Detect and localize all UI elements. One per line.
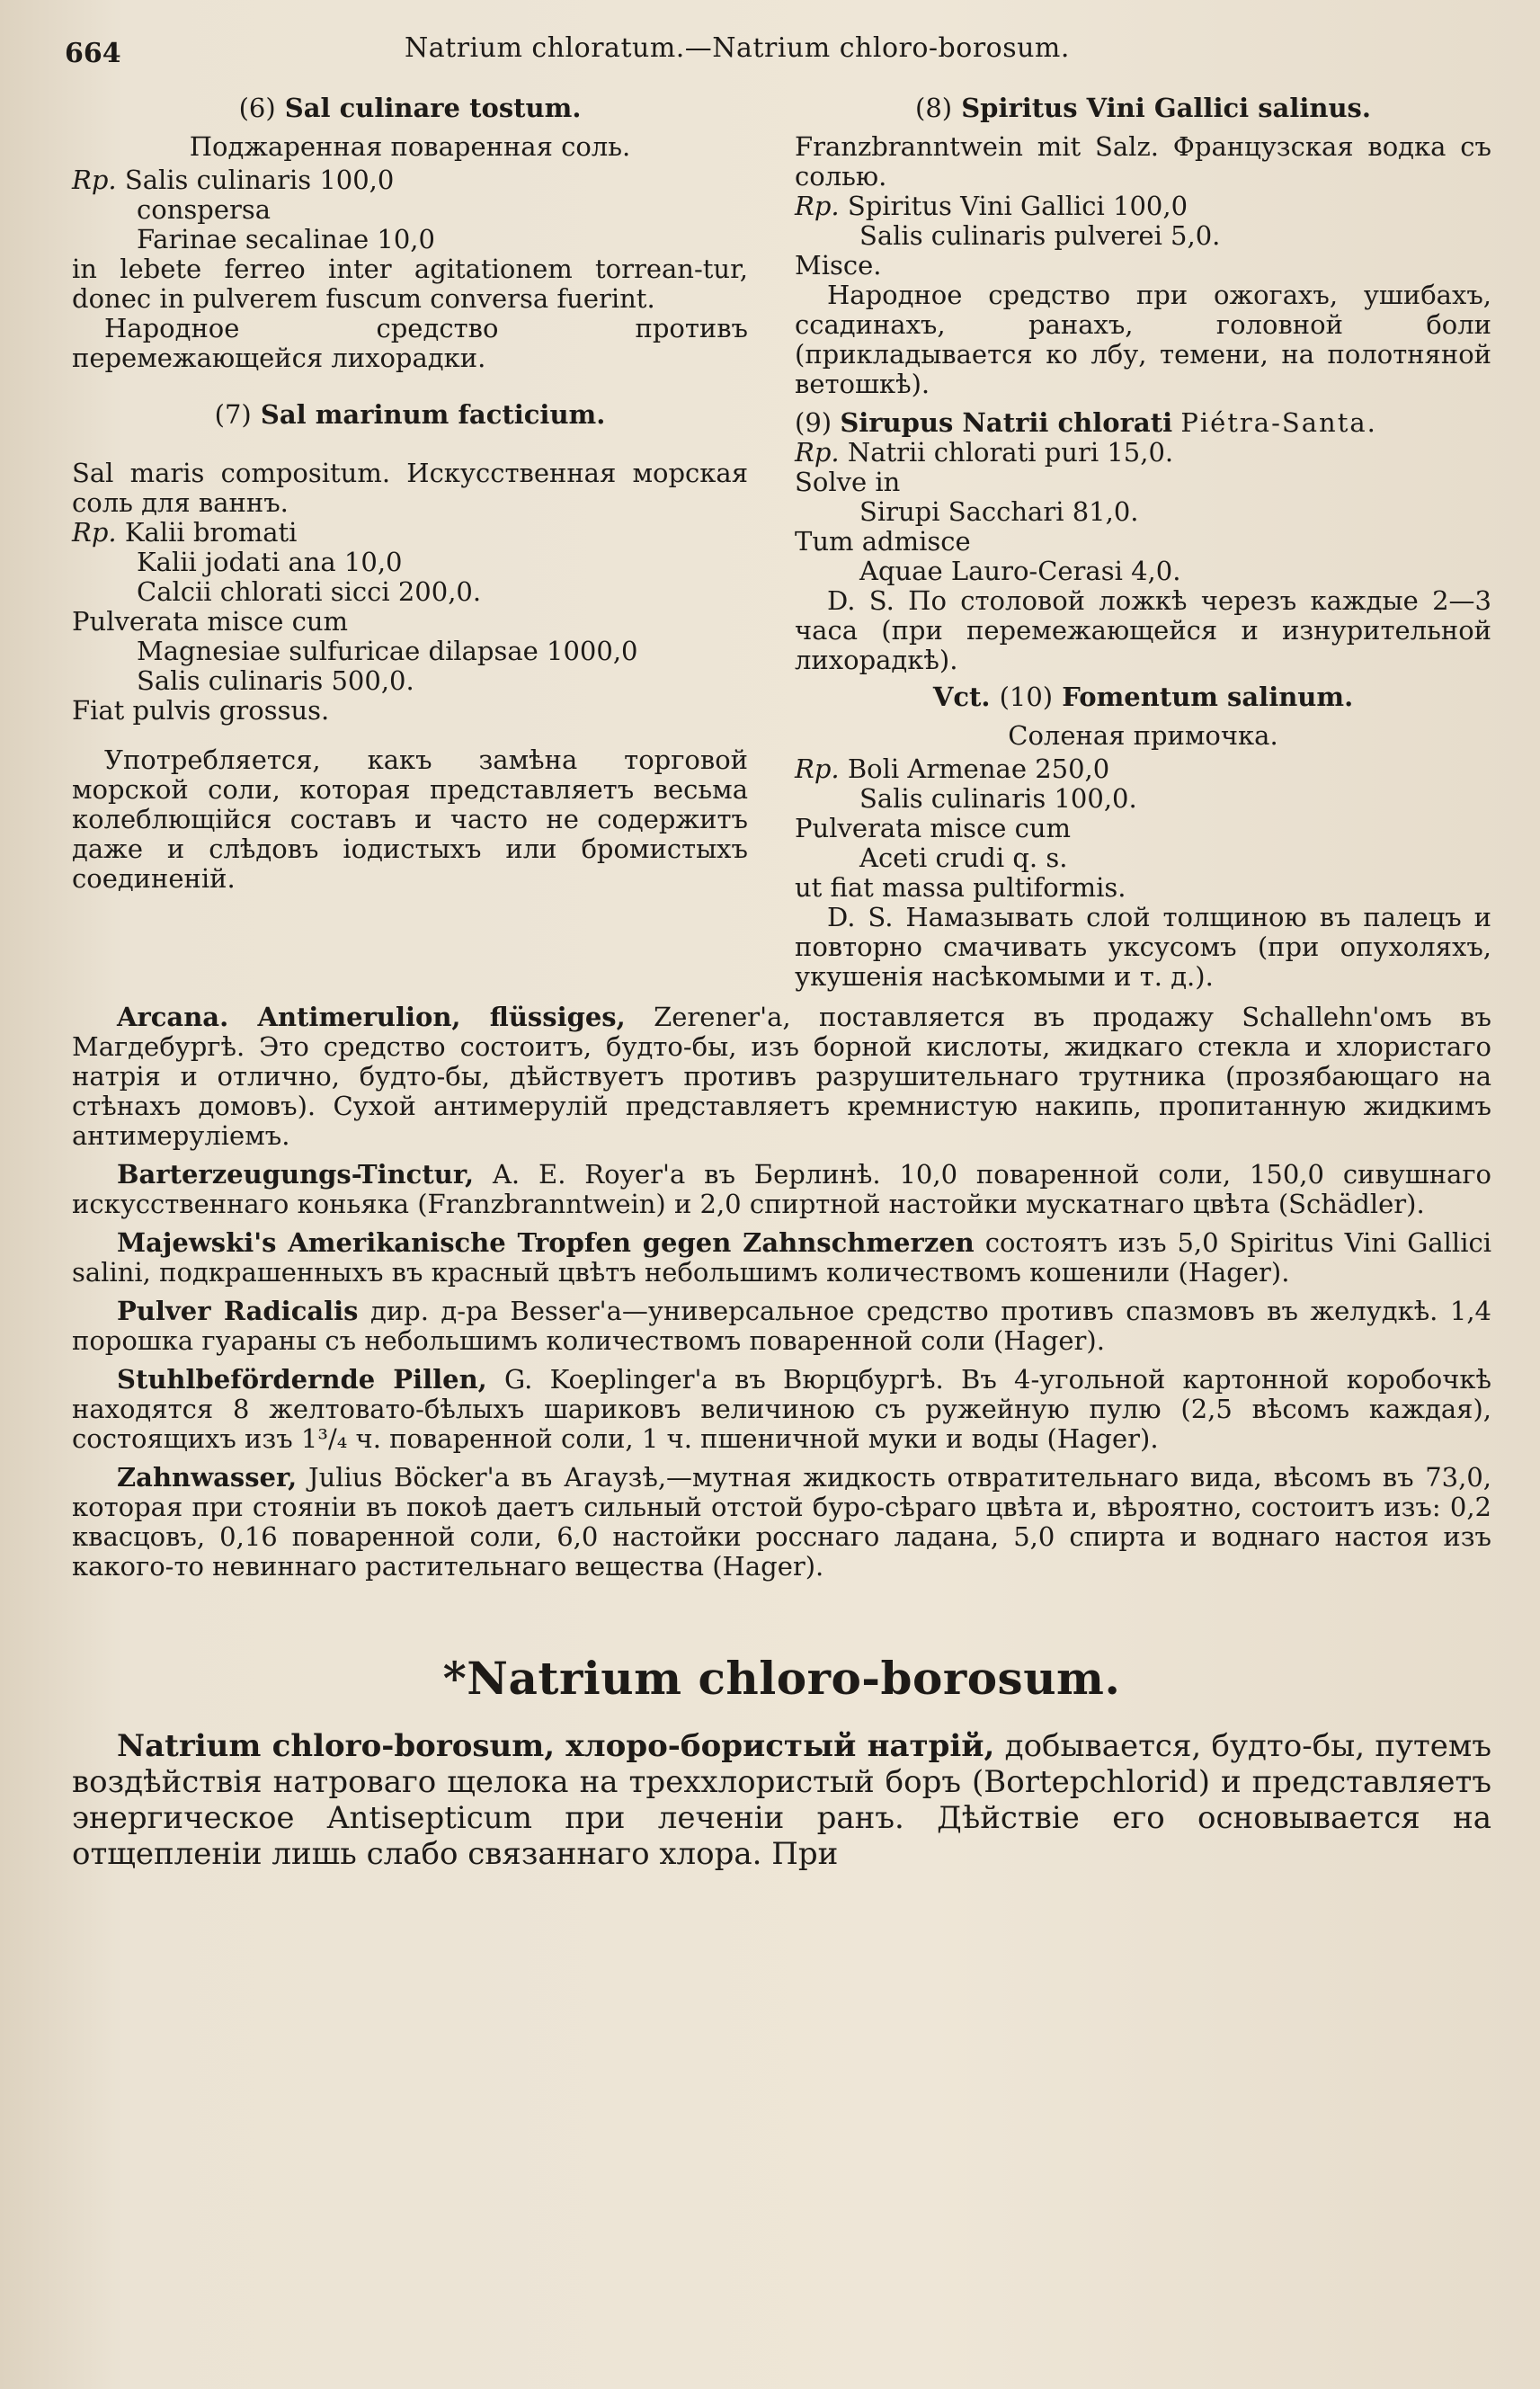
rp-mark: Rp. [795, 437, 840, 468]
left-column [72, 86, 748, 992]
recipe-line: Farinae secalinae 10,0 [137, 224, 435, 254]
entry-lead: Stuhlbefördernde Pillen, [117, 1364, 487, 1395]
recipe-10-title: Fomentum salinum. [1062, 682, 1354, 712]
recipe-9-heading: (9) Sirupus Natrii chlorati Piétra-Santa. [795, 407, 1377, 438]
intro-body: добывается, будто-бы, путемъ воздѣйствія натроваго щелока на трехxлористый боръ (Bortерchlorid) и представляетъ энергическое Antisepticum при леченіи ранъ. Дѣйствіе его основывается на отщепленіи лишь слабо связаннаго хлора. При [72, 1728, 1491, 1872]
recipe-line: Fiat pulvis grossus. [72, 695, 330, 726]
entry-body: A. E. Royer'a въ Берлинѣ. 10,0 поваренной соли, 150,0 сивушнаго искусственнаго коньяка (Franzbranntwein) и 2,0 спиртной настойки мускатнаго цвѣта (Schädler). [72, 1159, 1492, 1219]
recipe-line: Aceti crudi q. s. [859, 842, 1068, 873]
entry-body: Zerener'a, поставляется въ продажу Schallehn'омъ въ Магдебургѣ. Это средство состоитъ, будто-бы, изъ борной кислоты, жидкаго стекла и хлористаго натрія и отлично, будто-бы, дѣйствуетъ противъ разрушительнаго трутника (прозябающаго на стѣнахъ домовъ). Сухой антимерулій представляетъ кремнистую накипь, пропитанную жидкимъ антимерулiемъ. [72, 1002, 1491, 1151]
recipe-10-heading: Vct. (10) Fomentum salinum. [932, 682, 1354, 712]
recipe-line: Rp. Boli Armenae 250,0 [795, 753, 1110, 784]
recipe-line: Rp. Salis culinaris 100,0 [72, 165, 395, 195]
rp-mark: Rp. [795, 753, 840, 784]
page-header [65, 25, 1491, 77]
recipe-7-title: Sal marinum facticium. [260, 399, 606, 430]
entry-lead: Majewski's Amerikanische Tropfen gegen Zahnschmerzen [117, 1227, 975, 1258]
recipe-line: Salis culinaris 500,0. [137, 665, 414, 696]
recipe-9-title: Sirupus Natrii chlorati [840, 407, 1173, 438]
entry-lead: Zahnwasser, [117, 1462, 298, 1493]
recipe-line: Kalii jodati ana 10,0 [137, 547, 403, 577]
recipe-7-subtitle: Sal maris compositum. Искусственная морская соль для ваннъ. [72, 458, 748, 518]
recipe-line: Magnesiae sulfuricae dilapsae 1000,0 [137, 636, 638, 666]
entry-body: дир. д-ра Besser'a—универсальное средство противъ спазмовъ въ желудкѣ. 1,4 порошка гуараны съ небольшимъ количествомъ поваренной соли (Hager). [72, 1296, 1491, 1356]
running-head: Natrium chloratum.—Natrium chloro-borosum. [405, 32, 1070, 64]
arcana-entry [72, 1365, 1491, 1454]
two-column-body [72, 86, 1491, 992]
recipe-line: in lebete ferreo inter agitationem torrean-tur, donec in pulverem fuscum conversa fuerint. [72, 254, 748, 314]
intro-lead: Natrium chloro-borosum, хлоро-бористый натрій, [117, 1728, 995, 1764]
recipe-line: conspersa [137, 194, 272, 225]
recipe-10-note: D. S. Намазывать слой толщиною въ палецъ и повторно смачивать уксусомъ (при опухоляхъ, укушенія насѣкомыми и т. д.). [795, 902, 1491, 992]
rp-mark: Rp. [72, 517, 117, 548]
recipe-8-heading: (8) Spiritus Vini Gallici salinus. [915, 93, 1371, 123]
entry-body: G. Koeplinger'a въ Вюрцбургѣ. Въ 4-угольной картонной коробочкѣ находятся 8 желтовато-бѣлыхъ шариковъ величиною съ ружейную пулю (2,5 вѣсомъ каждая), состоящихъ изъ 1³/₄ ч. поваренной соли, 1 ч. пшеничной муки и воды (Hager). [72, 1364, 1492, 1454]
page-number: 664 [65, 38, 121, 69]
entry-lead: Pulver Radicalis [117, 1296, 359, 1326]
recipe-line: Pulverata misce cum [795, 813, 1072, 843]
recipe-6-heading: (6) Sal culinare tostum. [238, 93, 582, 123]
recipe-line: Misce. [795, 250, 882, 281]
right-column [795, 86, 1491, 992]
entry-lead: Barterzeugungs-Tinctur, [117, 1159, 475, 1190]
recipe-line: Salis culinaris pulverei 5,0. [859, 220, 1221, 251]
recipe-line: Calcii chlorati sicci 200,0. [137, 576, 482, 607]
recipe-line: Solve in [795, 467, 901, 497]
section-title: *Natrium chloro-borosum. [442, 1652, 1121, 1705]
rp-mark: Rp. [795, 191, 840, 221]
section-intro [72, 1728, 1491, 1872]
recipe-line: Sirupi Sacchari 81,0. [859, 496, 1139, 527]
recipe-6-note: Народное средство противъ перемежающейся лихорадки. [72, 313, 748, 373]
recipe-7-note: Употребляется, какъ замѣна торговой морской соли, которая представляетъ весьма колеблющійся составъ и часто не содержитъ даже и слѣдовъ іодистыхъ или бромистыхъ соединеній. [72, 744, 748, 894]
recipe-line: Rp. Kalii bromati [72, 517, 298, 548]
arcana-entry [72, 1160, 1491, 1219]
rp-mark: Rp. [72, 165, 117, 195]
arcana-entry [72, 1003, 1491, 1151]
recipe-9-author: Piétra-Santa. [1180, 407, 1377, 438]
recipe-line: ut fiat massa pultiformis. [795, 872, 1126, 903]
arcana-section [72, 1003, 1491, 1582]
arcana-entry [72, 1297, 1491, 1356]
entry-body: состоятъ изъ 5,0 Spiritus Vini Gallici salini, подкрашенныхъ въ красный цвѣтъ небольшимъ количествомъ кошенили (Hager). [72, 1227, 1491, 1288]
recipe-8-title: Spiritus Vini Gallici salinus. [961, 93, 1371, 123]
recipe-line: Pulverata misce cum [72, 606, 349, 637]
arcana-entry [72, 1463, 1491, 1582]
entry-body: Julius Böcker'a въ Агаузѣ,—мутная жидкость отвратительнаго вида, вѣсомъ въ 73,0, которая при стояніи въ покоѣ даетъ сильный отстой буро-сѣраго цвѣта и, вѣроятно, состоитъ изъ: 0,2 квасцовъ, 0,16 поваренной соли, 6,0 настойки росснаго ладана, 5,0 спирта и воднаго настоя изъ какого-то невиннаго растительнаго вещества (Hager). [72, 1462, 1491, 1582]
recipe-8-note: Народное средство при ожогахъ, ушибахъ, ссадинахъ, ранахъ, головной боли (прикладывается ко лбу, темени, на полотняной ветошкѣ). [795, 280, 1491, 399]
entry-lead: Arcana. Antimerulion, flüssiges, [117, 1002, 626, 1032]
recipe-8-subtitle: Franzbranntwein mit Salz. Французская водка съ солью. [795, 131, 1491, 192]
recipe-line: Aquae Lauro-Cerasi 4,0. [859, 556, 1181, 586]
recipe-9-note: D. S. По столовой ложкѣ черезъ каждые 2—3 часа (при перемежающейся и изнурительной лихорадкѣ). [795, 585, 1491, 675]
recipe-7-heading: (7) Sal marinum facticium. [214, 399, 606, 430]
arcana-entry [72, 1228, 1491, 1288]
recipe-6-subtitle: Поджаренная поваренная соль. [189, 131, 631, 162]
recipe-line: Salis culinaris 100,0. [859, 783, 1137, 814]
recipe-6-title: Sal culinare tostum. [284, 93, 582, 123]
recipe-line: Tum admisce [795, 526, 971, 557]
recipe-10-subtitle: Соленая примочка. [1008, 720, 1278, 751]
recipe-line: Rp. Natrii chlorati puri 15,0. [795, 437, 1174, 468]
recipe-line: Rp. Spiritus Vini Gallici 100,0 [795, 191, 1188, 221]
